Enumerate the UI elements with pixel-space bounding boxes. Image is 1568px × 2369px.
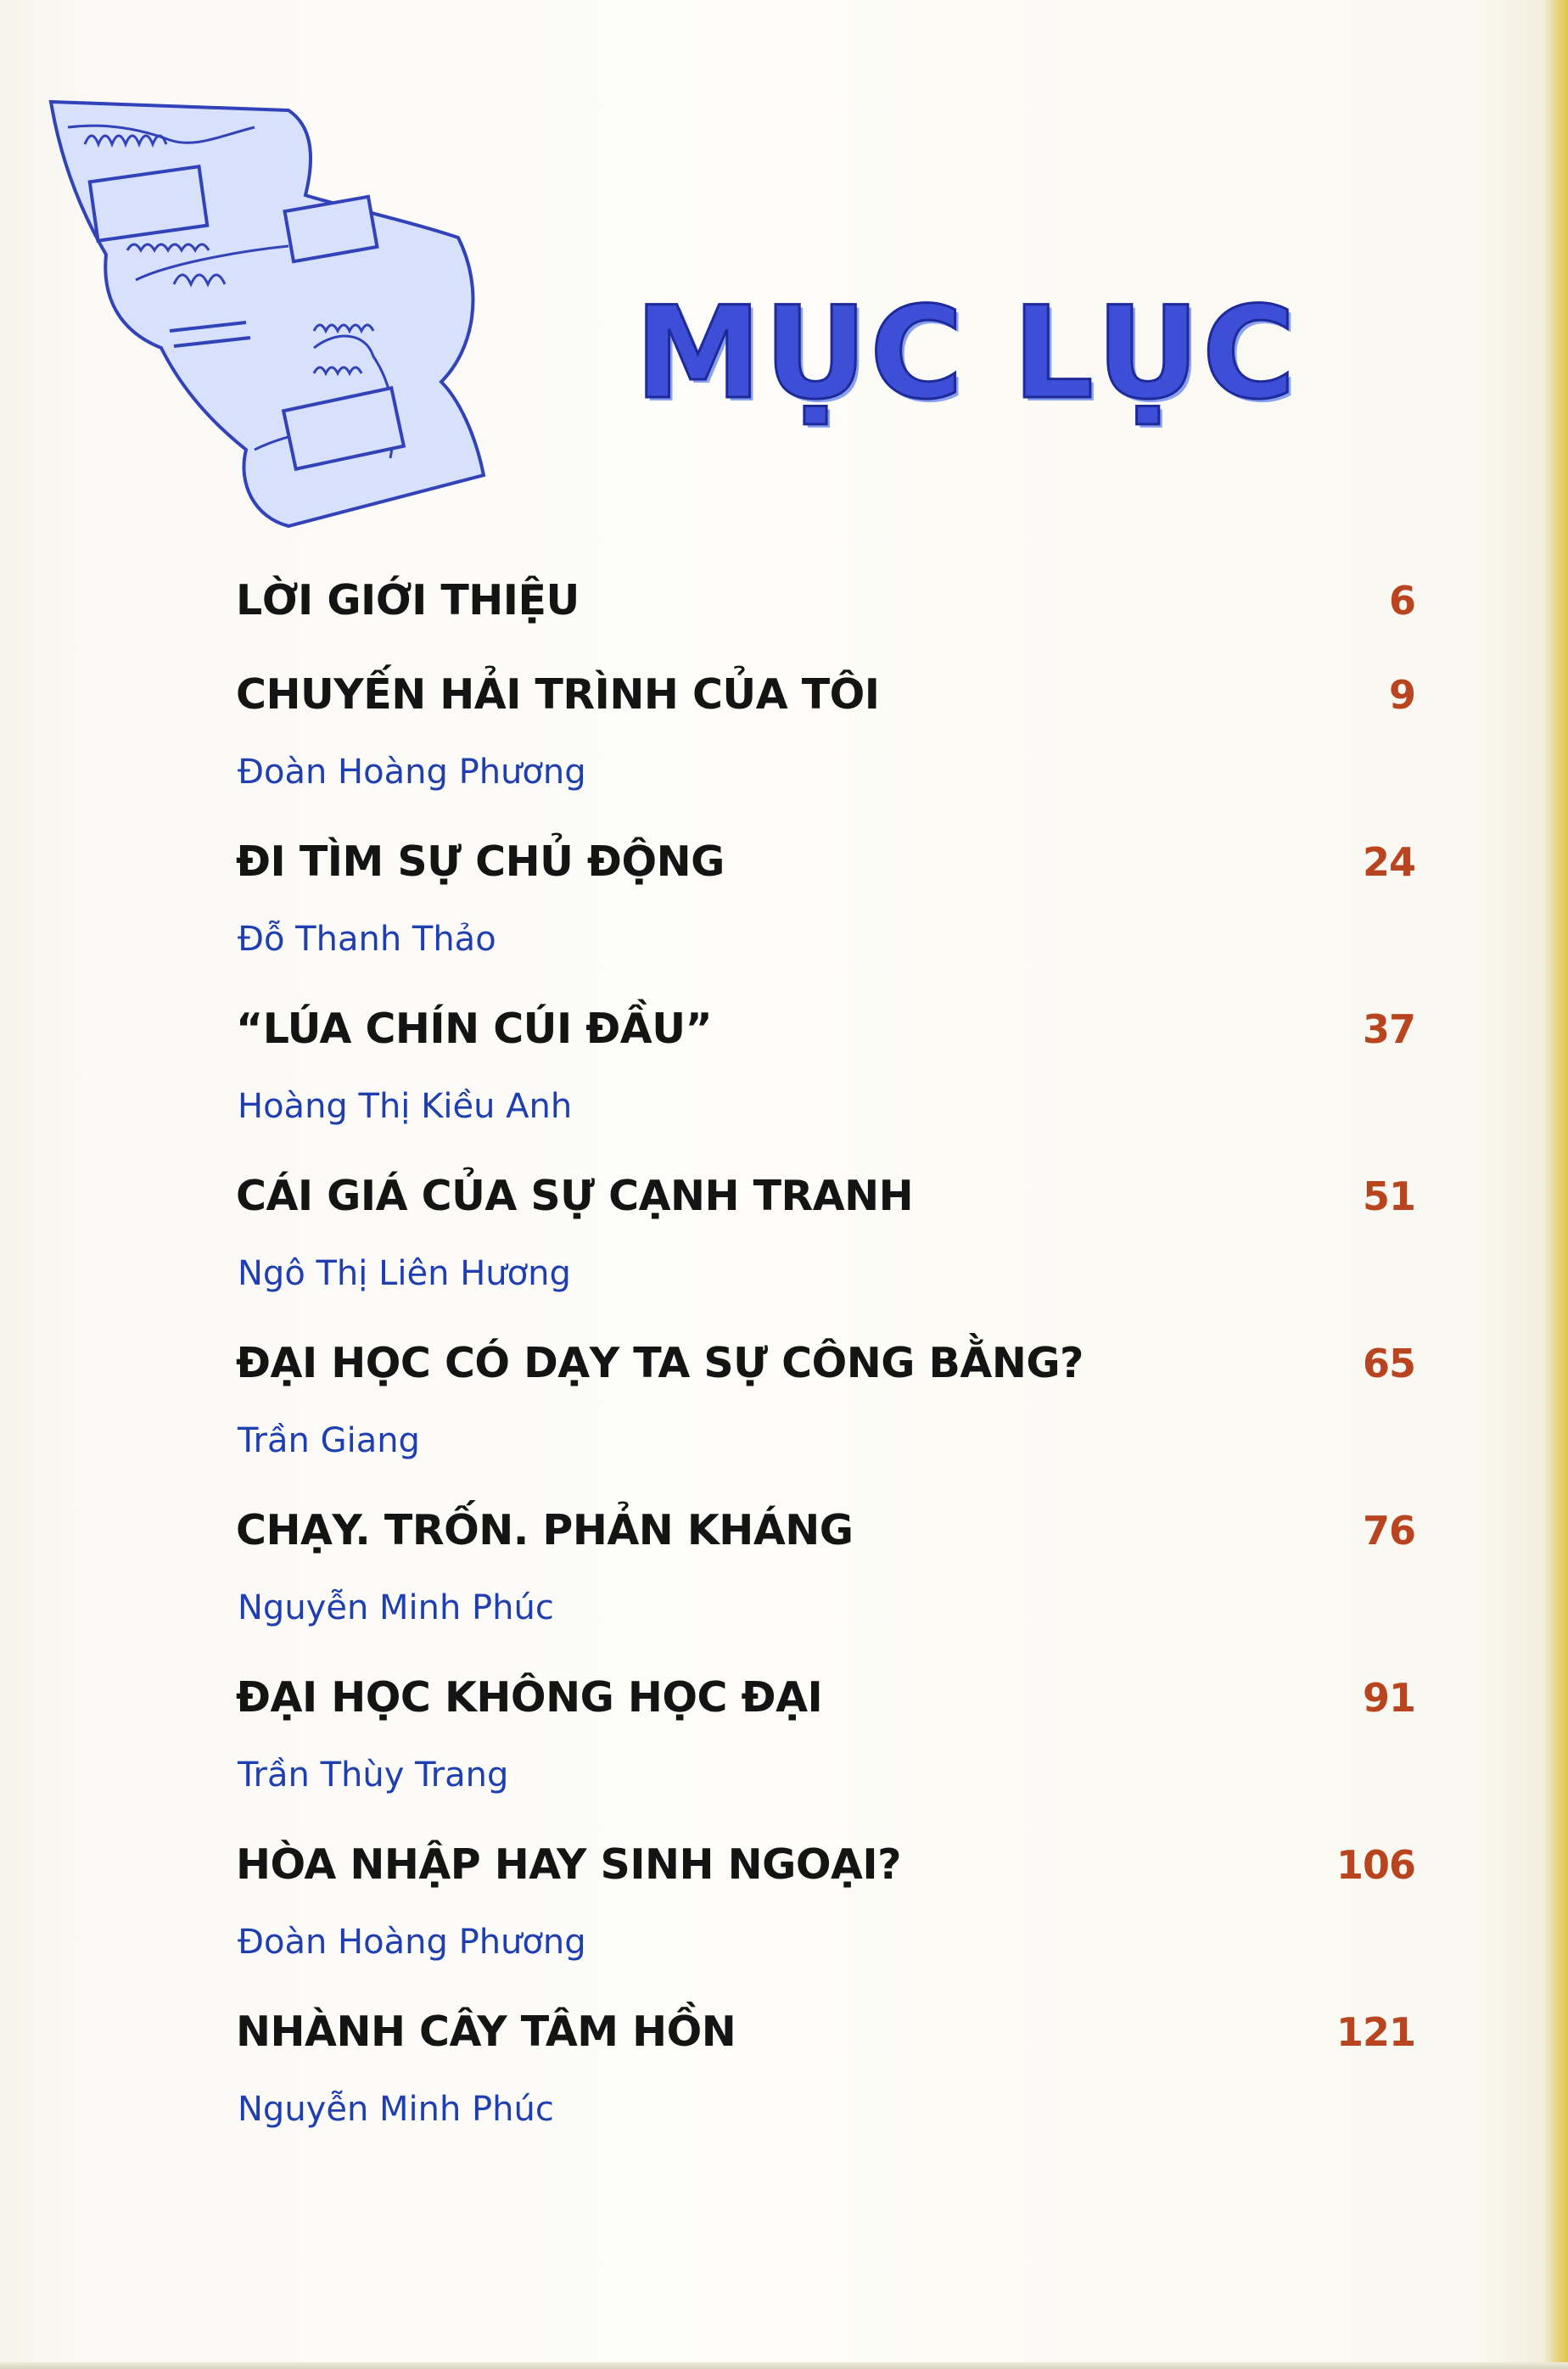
toc-entry-title: CÁI GIÁ CỦA SỰ CẠNH TRANH (236, 1172, 914, 1220)
toc-entry-page-number: 37 (1362, 1006, 1415, 1052)
toc-entry-page-number: 121 (1336, 2009, 1415, 2055)
toc-entry-author: Đỗ Thanh Thảo (238, 920, 496, 959)
toc-entry-author: Hoàng Thị Kiều Anh (238, 1087, 573, 1126)
toc-entry-author: Trần Giang (238, 1421, 420, 1460)
toc-entry-author: Đoàn Hoàng Phương (238, 753, 586, 792)
toc-entry-page-number: 91 (1362, 1675, 1415, 1721)
toc-entry-author: Đoàn Hoàng Phương (238, 1923, 586, 1962)
toc-entry-title: CHUYẾN HẢI TRÌNH CỦA TÔI (236, 670, 880, 719)
toc-entry-author: Nguyễn Minh Phúc (238, 2090, 554, 2129)
toc-entry-page-number: 65 (1362, 1341, 1415, 1386)
toc-entry-title: CHẠY. TRỐN. PHẢN KHÁNG (236, 1506, 854, 1554)
toc-entry-author: Trần Thùy Trang (238, 1756, 509, 1795)
toc-entry-page-number: 24 (1362, 839, 1415, 885)
toc-entry-author: Ngô Thị Liên Hương (238, 1254, 571, 1293)
toc-entry-title: “LÚA CHÍN CÚI ĐẦU” (236, 1005, 713, 1053)
toc-entry-page-number: 106 (1336, 1842, 1415, 1888)
page-title: MỤC LỤC (635, 280, 1298, 428)
toc-entry-page-number: 6 (1388, 578, 1415, 624)
toc-entry-page-number: 51 (1362, 1173, 1415, 1219)
toc-entry-title: LỜI GIỚI THIỆU (236, 576, 580, 624)
toc-entry-title: ĐI TÌM SỰ CHỦ ĐỘNG (236, 837, 725, 886)
toc-entry-title: ĐẠI HỌC KHÔNG HỌC ĐẠI (236, 1673, 823, 1722)
toc-entry-author: Nguyễn Minh Phúc (238, 1588, 554, 1627)
toc-entry-title: ĐẠI HỌC CÓ DẠY TA SỰ CÔNG BẰNG? (236, 1339, 1084, 1387)
toc-entry-page-number: 9 (1388, 672, 1415, 718)
toc-entry-page-number: 76 (1362, 1508, 1415, 1554)
toc-entry-title: HÒA NHẬP HAY SINH NGOẠI? (236, 1840, 902, 1889)
toc-entry-title: NHÀNH CÂY TÂM HỒN (236, 2008, 736, 2056)
